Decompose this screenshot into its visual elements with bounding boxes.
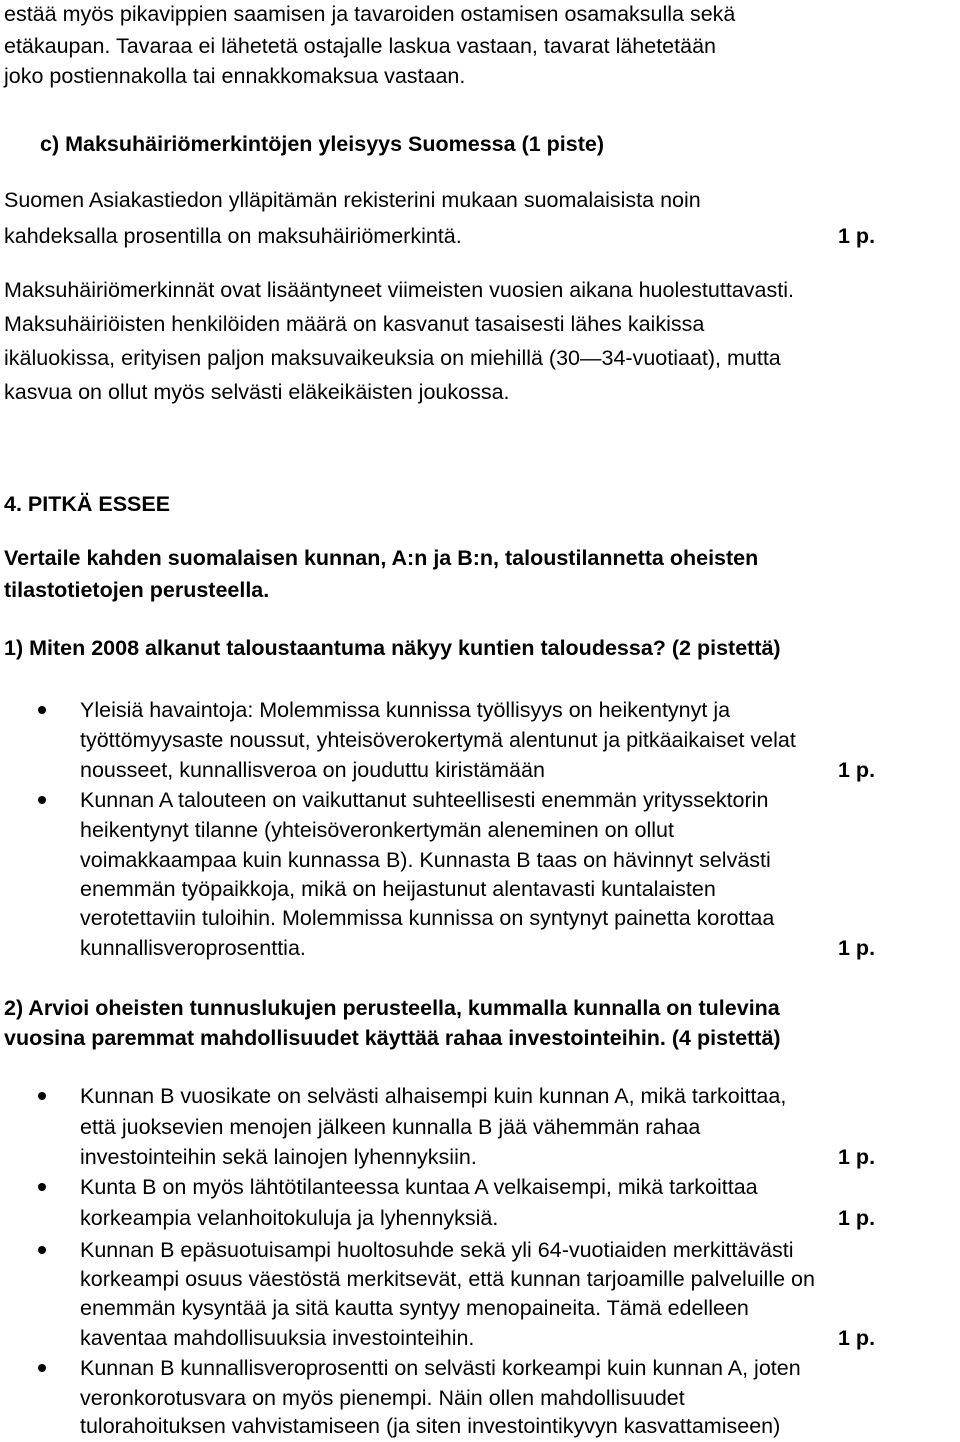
question-2-line-1: 2) Arvioi oheisten tunnuslukujen perusteella, kummalla kunnalla on tulevina bbox=[4, 996, 780, 1020]
points-label: 1 p. bbox=[838, 224, 876, 248]
q2-bullet-3-line-1: Kunnan B epäsuotuisampi huoltosuhde sekä yli 64-vuotiaiden merkittävästi bbox=[80, 1238, 794, 1262]
q2-bullet-1-line-1: Kunnan B vuosikate on selvästi alhaisempi kuin kunnan A, mikä tarkoittaa, bbox=[80, 1084, 787, 1108]
task-line-2: tilastotietojen perusteella. bbox=[4, 578, 270, 602]
section-c-p2-line-4: kasvua on ollut myös selvästi eläkeikäisten joukossa. bbox=[4, 380, 510, 404]
q2-bullet-2-line-2: korkeampia velanhoitokuluja ja lyhennyksiä. bbox=[80, 1206, 499, 1230]
bullet-icon bbox=[38, 1092, 46, 1100]
section-c-p2-line-1: Maksuhäiriömerkinnät ovat lisääntyneet viimeisten vuosien aikana huolestuttavasti. bbox=[4, 278, 794, 302]
bullet-icon bbox=[38, 706, 46, 714]
section-c-p2-line-2: Maksuhäiriöisten henkilöiden määrä on kasvanut tasaisesti lähes kaikissa bbox=[4, 312, 705, 336]
bullet-icon bbox=[38, 1246, 46, 1254]
points-label: 1 p. bbox=[838, 1206, 876, 1230]
section-c-p1-line-2: kahdeksalla prosentilla on maksuhäiriömerkintä. bbox=[4, 224, 462, 248]
q2-bullet-3-line-4: kaventaa mahdollisuuksia investointeihin. bbox=[80, 1326, 475, 1350]
q2-bullet-4-line-1: Kunnan B kunnallisveroprosentti on selvästi korkeampi kuin kunnan A, joten bbox=[80, 1356, 801, 1380]
q2-bullet-1-line-3: investointeihin sekä lainojen lyhennyksiin. bbox=[80, 1145, 477, 1169]
section-c-heading: c) Maksuhäiriömerkintöjen yleisyys Suomessa (1 piste) bbox=[40, 132, 604, 156]
q1-bullet-1-line-2: työttömyysaste noussut, yhteisöverokertymä alentunut ja pitkäaikaiset velat bbox=[80, 728, 796, 752]
q1-bullet-2-line-5: verotettaviin tuloihin. Molemmissa kunnissa on syntynyt painetta korottaa bbox=[80, 906, 775, 930]
intro-line-3: joko postiennakolla tai ennakkomaksua vastaan. bbox=[4, 64, 466, 88]
section-c-p2-line-3: ikäluokissa, erityisen paljon maksuvaikeuksia on miehillä (30—34-vuotiaat), mutta bbox=[4, 346, 781, 370]
points-label: 1 p. bbox=[838, 1326, 876, 1350]
points-label: 1 p. bbox=[838, 936, 876, 960]
q2-bullet-3-line-2: korkeampi osuus väestöstä merkitsevät, että kunnan tarjoamille palveluille on bbox=[80, 1267, 815, 1291]
points-label: 1 p. bbox=[838, 1145, 876, 1169]
points-label: 1 p. bbox=[838, 758, 876, 782]
q2-bullet-1-line-2: että juoksevien menojen jälkeen kunnalla B jää vähemmän rahaa bbox=[80, 1115, 701, 1139]
question-1: 1) Miten 2008 alkanut taloustaantuma näkyy kuntien taloudessa? (2 pistettä) bbox=[4, 636, 781, 660]
q2-bullet-3-line-3: enemmän kysyntää ja sitä kautta syntyy menopaineita. Tämä edelleen bbox=[80, 1296, 749, 1320]
bullet-icon bbox=[38, 796, 46, 804]
q1-bullet-2-line-2: heikentynyt tilanne (yhteisöveronkertymän aleneminen on ollut bbox=[80, 818, 674, 842]
q1-bullet-1-line-1: Yleisiä havaintoja: Molemmissa kunnissa työllisyys on heikentynyt ja bbox=[80, 698, 731, 722]
q1-bullet-2-line-4: enemmän työpaikkoja, mikä on heijastunut alentavasti kuntalaisten bbox=[80, 877, 716, 901]
bullet-icon bbox=[38, 1183, 46, 1191]
q1-bullet-2-line-6: kunnallisveroprosenttia. bbox=[80, 936, 306, 960]
question-2-line-2: vuosina paremmat mahdollisuudet käyttää rahaa investointeihin. (4 pistettä) bbox=[4, 1026, 781, 1050]
bullet-icon bbox=[38, 1364, 46, 1372]
q2-bullet-4-line-2: veronkorotusvara on myös pienempi. Näin ollen mahdollisuudet bbox=[80, 1386, 685, 1410]
q1-bullet-2-line-3: voimakkaampaa kuin kunnassa B). Kunnasta B taas on hävinnyt selvästi bbox=[80, 848, 771, 872]
section-c-p1-line-1: Suomen Asiakastiedon ylläpitämän rekisterini mukaan suomalaisista noin bbox=[4, 188, 701, 212]
intro-line-1: estää myös pikavippien saamisen ja tavaroiden ostamisen osamaksulla sekä bbox=[4, 2, 736, 26]
intro-line-2: etäkaupan. Tavaraa ei lähetetä ostajalle laskua vastaan, tavarat lähetetään bbox=[4, 34, 716, 58]
q2-bullet-4-line-3: tulorahoituksen vahvistamiseen (ja siten investointikyvyn kasvattamiseen) bbox=[80, 1414, 781, 1438]
q2-bullet-2-line-1: Kunta B on myös lähtötilanteessa kuntaa A velkaisempi, mikä tarkoittaa bbox=[80, 1175, 758, 1199]
q1-bullet-1-line-3: nousseet, kunnallisveroa on jouduttu kiristämään bbox=[80, 758, 545, 782]
q1-bullet-2-line-1: Kunnan A talouteen on vaikuttanut suhteellisesti enemmän yrityssektorin bbox=[80, 788, 769, 812]
section-4-heading: 4. PITKÄ ESSEE bbox=[4, 492, 171, 516]
task-line-1: Vertaile kahden suomalaisen kunnan, A:n ja B:n, taloustilannetta oheisten bbox=[4, 546, 759, 570]
